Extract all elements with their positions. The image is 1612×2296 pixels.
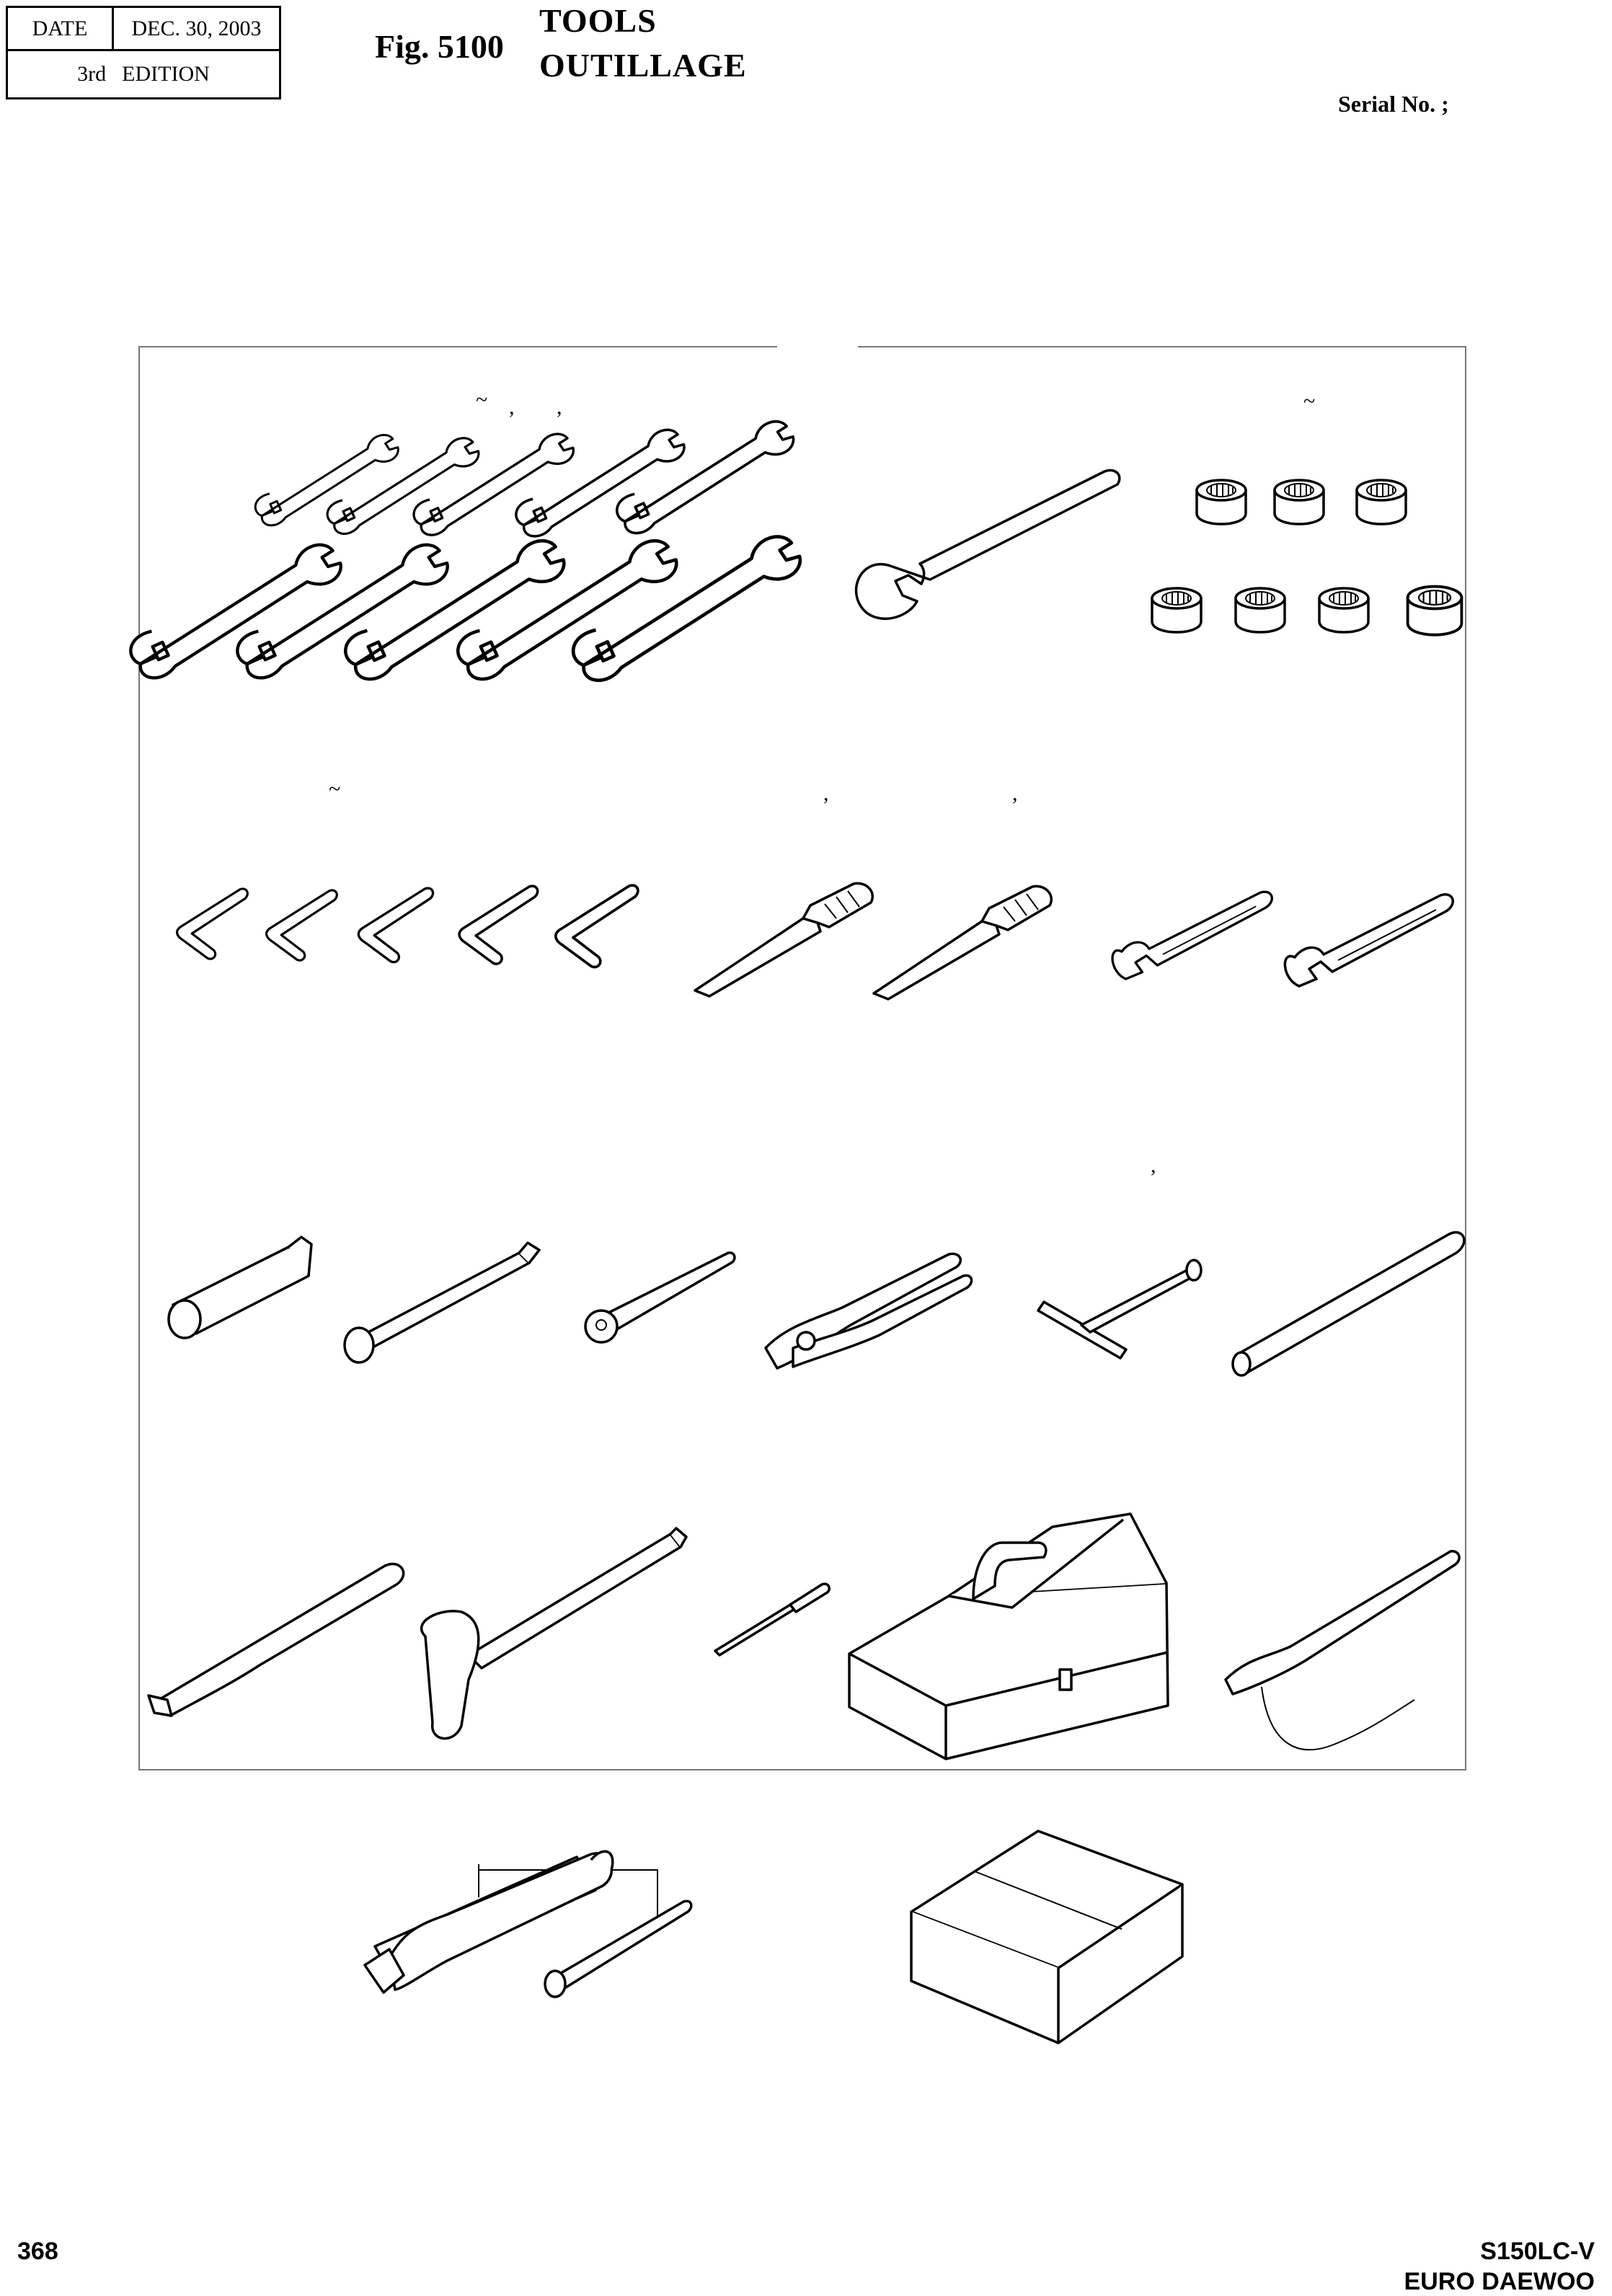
- mark-comma: ,: [1012, 781, 1018, 805]
- pry-bar: [149, 1564, 404, 1716]
- model-code: S150LC-V: [1480, 2238, 1595, 2265]
- carton-box: [911, 1831, 1182, 2043]
- ratchet-handle: [585, 1253, 735, 1342]
- page-number: 368: [17, 2238, 58, 2265]
- pin-punch: [715, 1584, 829, 1655]
- t-wrench: [1038, 1260, 1201, 1358]
- serial-number: Serial No. ;: [1338, 91, 1449, 117]
- chain-wrench: [1226, 1551, 1459, 1750]
- grease-gun: [365, 1851, 691, 1997]
- edition-number: 3rd: [77, 62, 107, 86]
- date-value: DEC. 30, 2003: [131, 16, 262, 40]
- hammer: [422, 1528, 686, 1739]
- toolbox: [849, 1514, 1168, 1759]
- pipe-bar: [1233, 1232, 1464, 1375]
- mark-comma: ,: [1151, 1153, 1156, 1177]
- date-label: DATE: [8, 8, 114, 49]
- brand-name: EURO DAEWOO: [1404, 2268, 1595, 2295]
- edition-label: EDITION: [122, 62, 210, 86]
- title-english: TOOLS: [539, 2, 657, 39]
- pliers: [766, 1254, 972, 1368]
- title-french: OUTILLAGE: [539, 47, 747, 84]
- mark-comma: ,: [823, 781, 829, 805]
- extension-bar: [169, 1237, 311, 1338]
- mark-comma: ,: [557, 395, 562, 419]
- figure-number: Fig. 5100: [375, 28, 504, 65]
- mark-tilde: ~: [329, 777, 341, 801]
- mark-tilde: ~: [476, 388, 488, 412]
- t-handle-long: [345, 1243, 539, 1362]
- mark-tilde: ~: [1303, 389, 1316, 413]
- mark-comma: ,: [509, 395, 515, 419]
